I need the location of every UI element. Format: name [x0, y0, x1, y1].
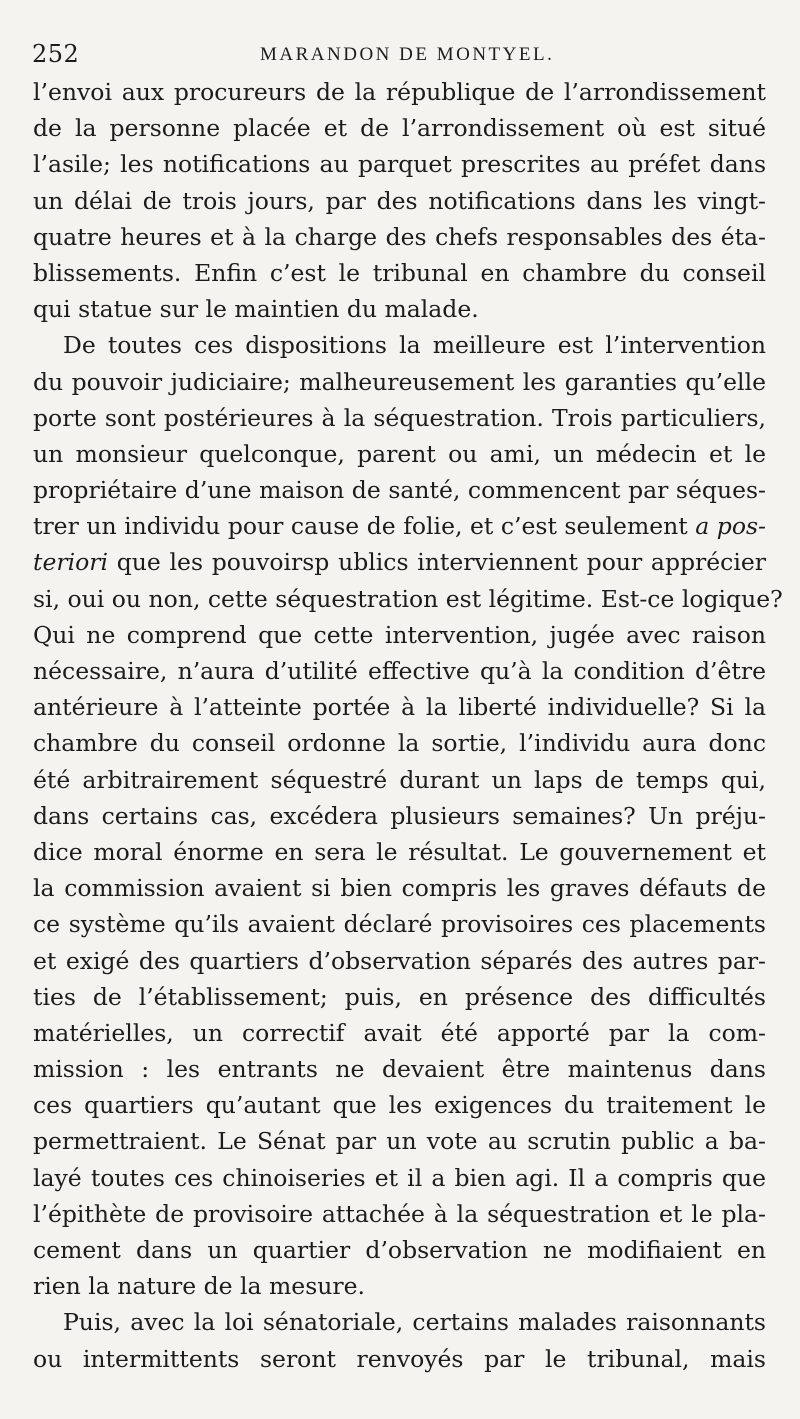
text-line: mission : les entrants ne devaient être maintenus dans [33, 1055, 766, 1084]
running-head [32, 38, 772, 68]
text-line: si, oui ou non, cette séquestration est légitime. Est-ce logique? [33, 584, 783, 613]
text-line: un monsieur quelconque, parent ou ami, un médecin et le [33, 439, 766, 468]
text-line: ce système qu’ils avaient déclaré provisoires ces placements [33, 910, 766, 939]
text-line: cement dans un quartier d’observation ne modifiaient en [33, 1236, 766, 1264]
text-line: du pouvoir judiciaire; malheureusement les garanties qu’elle [33, 367, 766, 396]
paragraph-start-line: Puis, avec la loi sénatoriale, certains malades raisonnants [63, 1308, 766, 1337]
text-line: été arbitrairement séquestré durant un laps de temps qui, [33, 765, 766, 794]
text-segment: trer un individu pour cause de folie, et c’est seulement [33, 512, 688, 541]
text-line: ou intermittents seront renvoyés par le tribunal, mais [33, 1344, 766, 1373]
text-line: matérielles, un correctif avait été apporté par la com- [33, 1018, 766, 1047]
paragraph-start-line: De toutes ces dispositions la meilleure est l’intervention [63, 331, 766, 360]
text-line: antérieure à l’atteinte portée à la liberté individuelle? Si la [33, 693, 766, 722]
text-line: ties de l’établissement; puis, en présence des difficultés [33, 982, 766, 1011]
text-line: l’épithète de provisoire attachée à la séquestration et le pla- [33, 1199, 766, 1228]
text-line: la commission avaient si bien compris les graves défauts de [33, 874, 766, 903]
text-line: de la personne placée et de l’arrondissement où est situé [33, 114, 766, 143]
text-line: dice moral énorme en sera le résultat. Le gouvernement et [33, 837, 766, 866]
page-number: 252 [32, 40, 80, 68]
text-line [33, 508, 766, 544]
text-line: dans certains cas, excédera plusieurs semaines? Un préju- [33, 801, 766, 830]
text-line: porte sont postérieures à la séquestration. Trois particuliers, [33, 403, 766, 432]
text-line: nécessaire, n’aura d’utilité effective qu’à la condition d’être [33, 657, 766, 685]
text-line: Qui ne comprend que cette intervention, jugée avec raison [33, 620, 766, 649]
text-line: un délai de trois jours, par des notifications dans les vingt- [33, 186, 766, 215]
text-line: quatre heures et à la charge des chefs responsables des éta- [33, 222, 766, 251]
text-line: l’asile; les notifications au parquet prescrites au préfet dans [33, 150, 766, 179]
text-segment: que les pouvoirsp ublics interviennent pour apprécier [116, 548, 766, 577]
text-line: l’envoi aux procureurs de la république de l’arrondissement [33, 78, 766, 106]
text-line [33, 544, 766, 580]
text-line: permettraient. Le Sénat par un vote au scrutin public a ba- [33, 1127, 766, 1156]
running-title: MARANDON DE MONTYEL. [260, 44, 555, 65]
text-line: blissements. Enfin c’est le tribunal en chambre du conseil [33, 258, 766, 287]
text-line: ces quartiers qu’autant que les exigences du traitement le [33, 1091, 766, 1120]
italic-text: teriori [33, 548, 108, 577]
text-line: rien la nature de la mesure. [33, 1272, 366, 1301]
text-line: propriétaire d’une maison de santé, commencent par séques- [33, 476, 766, 505]
text-line: layé toutes ces chinoiseries et il a bien agi. Il a compris que [33, 1163, 766, 1192]
text-line: chambre du conseil ordonne la sortie, l’individu aura donc [33, 729, 766, 758]
text-line: et exigé des quartiers d’observation séparés des autres par- [33, 946, 766, 975]
italic-text: a pos- [695, 512, 766, 541]
body-text [33, 74, 783, 1377]
text-line: qui statue sur le maintien du malade. [33, 295, 479, 324]
